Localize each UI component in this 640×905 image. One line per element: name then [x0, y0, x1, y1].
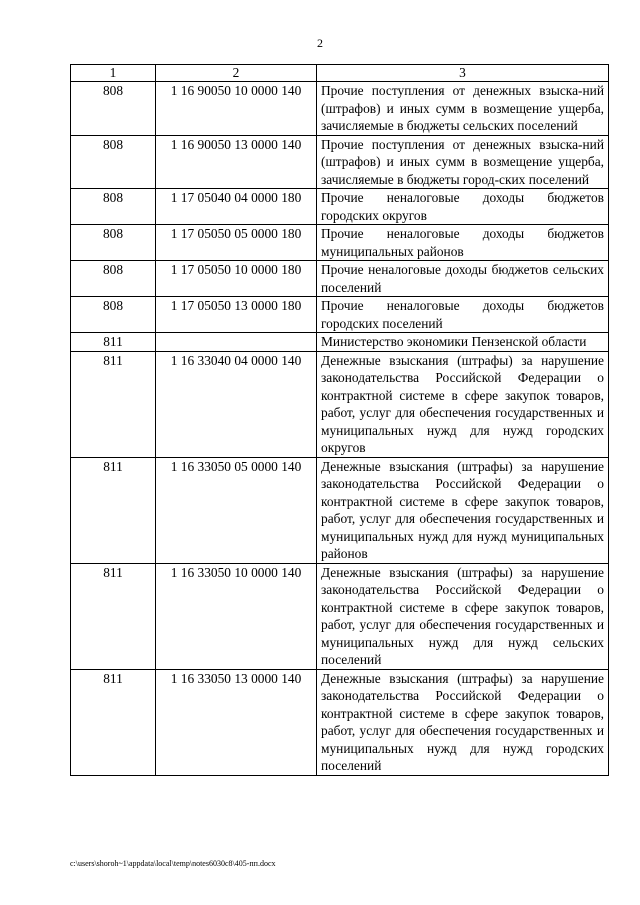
administrator-code-cell: 811: [71, 333, 156, 352]
table-row: [71, 669, 609, 775]
revenue-code-cell: 1 17 05050 13 0000 180: [156, 297, 317, 333]
table-row: [71, 261, 609, 297]
revenue-description-cell: Прочие неналоговые доходы бюджетов городских поселений: [317, 297, 609, 333]
revenue-code-cell: 1 17 05050 10 0000 180: [156, 261, 317, 297]
table-row: [71, 189, 609, 225]
revenue-description-cell: Прочие поступления от денежных взыска-ний (штрафов) и иных сумм в возмещение ущерба, зачисляемые в бюджеты сельских поселений: [317, 82, 609, 136]
table-header-row: [71, 65, 609, 82]
revenue-description-cell: Министерство экономики Пензенской области: [317, 333, 609, 352]
revenue-code-cell: 1 16 90050 13 0000 140: [156, 135, 317, 189]
revenue-description-cell: Денежные взыскания (штрафы) за нарушение законодательства Российской Федерации о контрактной системе в сфере закупок товаров, работ, услуг для обеспечения государственных и муниципальных нужд для нужд городских округов: [317, 351, 609, 457]
administrator-code-cell: 811: [71, 457, 156, 563]
revenue-description-cell: Денежные взыскания (штрафы) за нарушение законодательства Российской Федерации о контрактной системе в сфере закупок товаров, работ, услуг для обеспечения государственных и муниципальных нужд для нужд городских поселений: [317, 669, 609, 775]
table-row: [71, 297, 609, 333]
administrator-code-cell: 811: [71, 669, 156, 775]
revenue-code-cell: [156, 333, 317, 352]
file-path-footer: c:\users\shoroh~1\appdata\local\temp\notes6030c8\405-пп.docx: [70, 859, 276, 868]
administrator-code-cell: 808: [71, 135, 156, 189]
revenue-description-cell: Прочие неналоговые доходы бюджетов сельских поселений: [317, 261, 609, 297]
column-header-3: 3: [317, 65, 609, 82]
column-header-2: 2: [156, 65, 317, 82]
table-row: [71, 457, 609, 563]
revenue-description-cell: Денежные взыскания (штрафы) за нарушение законодательства Российской Федерации о контрактной системе в сфере закупок товаров, работ, услуг для обеспечения государственных и муниципальных нужд для нужд муниципальных районов: [317, 457, 609, 563]
revenue-code-cell: 1 16 33040 04 0000 140: [156, 351, 317, 457]
revenue-code-cell: 1 17 05050 05 0000 180: [156, 225, 317, 261]
administrator-code-cell: 808: [71, 189, 156, 225]
column-header-1: 1: [71, 65, 156, 82]
page-number: 2: [317, 36, 323, 50]
budget-classification-table: [70, 64, 609, 776]
administrator-code-cell: 811: [71, 563, 156, 669]
administrator-code-cell: 808: [71, 297, 156, 333]
revenue-code-cell: 1 16 90050 10 0000 140: [156, 82, 317, 136]
table-row: [71, 333, 609, 352]
table-row: [71, 135, 609, 189]
table-row: [71, 82, 609, 136]
revenue-description-cell: Прочие поступления от денежных взыска-ний (штрафов) и иных сумм в возмещение ущерба, зачисляемые в бюджеты город-ских поселений: [317, 135, 609, 189]
revenue-code-cell: 1 16 33050 13 0000 140: [156, 669, 317, 775]
table-row: [71, 563, 609, 669]
revenue-description-cell: Денежные взыскания (штрафы) за нарушение законодательства Российской Федерации о контрактной системе в сфере закупок товаров, работ, услуг для обеспечения государственных и муниципальных нужд для нужд сельских поселений: [317, 563, 609, 669]
table-row: [71, 351, 609, 457]
revenue-code-cell: 1 16 33050 10 0000 140: [156, 563, 317, 669]
revenue-description-cell: Прочие неналоговые доходы бюджетов муниципальных районов: [317, 225, 609, 261]
table-body: [71, 82, 609, 776]
administrator-code-cell: 808: [71, 225, 156, 261]
revenue-code-cell: 1 17 05040 04 0000 180: [156, 189, 317, 225]
revenue-description-cell: Прочие неналоговые доходы бюджетов городских округов: [317, 189, 609, 225]
table-row: [71, 225, 609, 261]
administrator-code-cell: 808: [71, 261, 156, 297]
administrator-code-cell: 808: [71, 82, 156, 136]
revenue-code-cell: 1 16 33050 05 0000 140: [156, 457, 317, 563]
administrator-code-cell: 811: [71, 351, 156, 457]
